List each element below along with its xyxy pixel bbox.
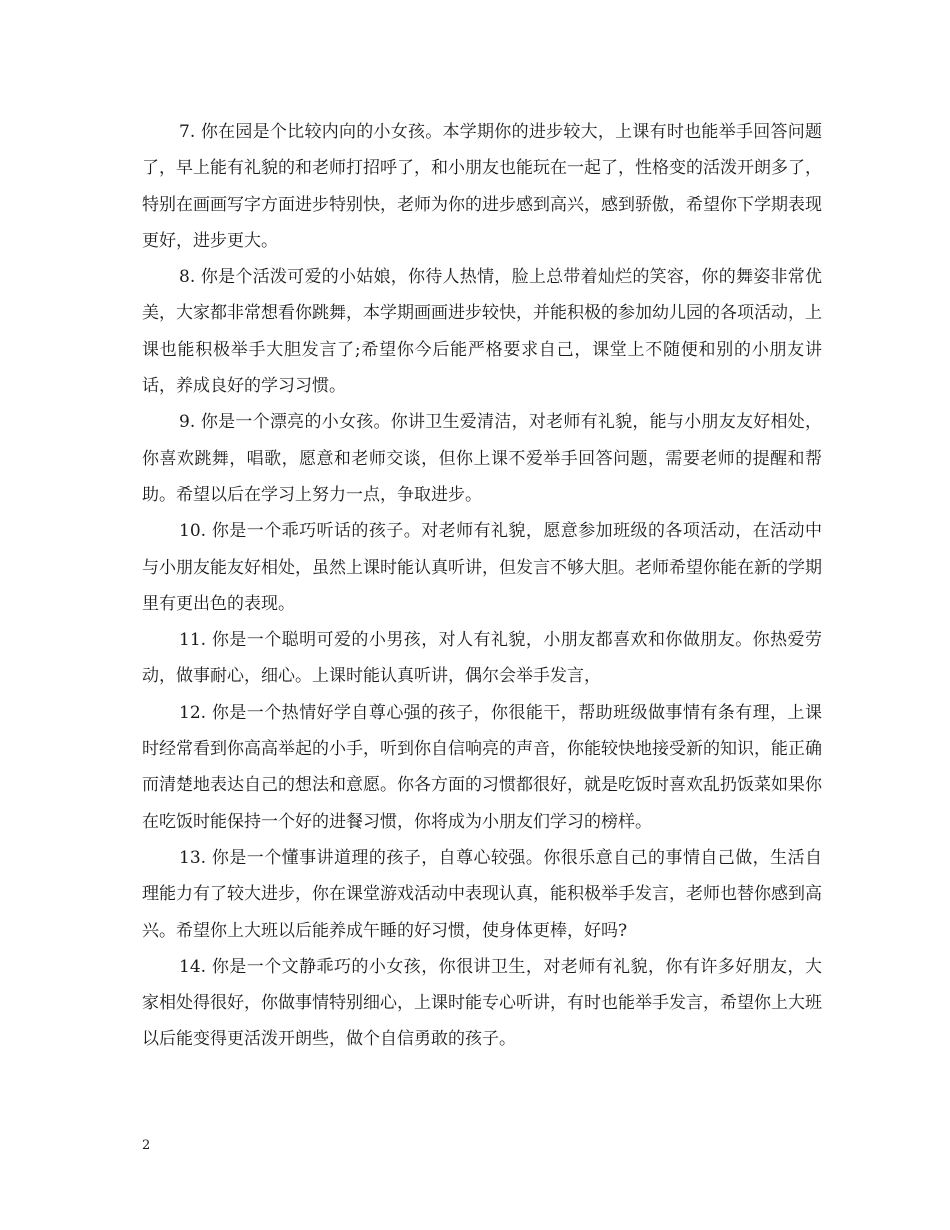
comment-paragraph-8: 8. 你是个活泼可爱的小姑娘，你待人热情，脸上总带着灿烂的笑容，你的舞姿非常优美，大家都非常想看你跳舞，本学期画画进步较快，并能积极的参加幼儿园的各项活动，上课也能积极举手大胆发言了;希望你今后能严格要求自己，课堂上不随便和别的小朋友讲话，养成良好的学习习惯。 xyxy=(142,267,822,397)
comment-paragraph-10: 10. 你是一个乖巧听话的孩子。对老师有礼貌，愿意参加班级的各项活动，在活动中与小朋友能友好相处，虽然上课时能认真听讲，但发言不够大胆。老师希望你能在新的学期里有更出色的表现。 xyxy=(142,521,822,614)
document-body xyxy=(142,114,822,1058)
comment-paragraph-9: 9. 你是一个漂亮的小女孩。你讲卫生爱清洁，对老师有礼貌，能与小朋友友好相处，你喜欢跳舞，唱歌，愿意和老师交谈，但你上课不爱举手回答问题，需要老师的提醒和帮助。希望以后在学习上努力一点，争取进步。 xyxy=(142,412,822,505)
comment-paragraph-13: 13. 你是一个懂事讲道理的孩子，自尊心较强。你很乐意自己的事情自己做，生活自理能力有了较大进步，你在课堂游戏活动中表现认真，能积极举手发言，老师也替你感到高兴。希望你上大班以后能养成午睡的好习惯，使身体更棒，好吗? xyxy=(142,847,822,941)
comment-paragraph-7: 7. 你在园是个比较内向的小女孩。本学期你的进步较大，上课有时也能举手回答问题了，早上能有礼貌的和老师打招呼了，和小朋友也能玩在一起了，性格变的活泼开朗多了，特别在画画写字方面进步特别快，老师为你的进步感到高兴，感到骄傲，希望你下学期表现更好，进步更大。 xyxy=(142,122,822,251)
comment-paragraph-12: 12. 你是一个热情好学自尊心强的孩子，你很能干，帮助班级做事情有条有理，上课时经常看到你高高举起的小手，听到你自信响亮的声音，你能较快地接受新的知识，能正确而清楚地表达自己的想法和意愿。你各方面的习惯都很好，就是吃饭时喜欢乱扔饭菜如果你在吃饭时能保持一个好的进餐习惯，你将成为小朋友们学习的榜样。 xyxy=(142,702,822,832)
comment-paragraph-14: 14. 你是一个文静乖巧的小女孩，你很讲卫生，对老师有礼貌，你有许多好朋友，大家相处得很好，你做事情特别细心，上课时能专心听讲，有时也能举手发言，希望你上大班以后能变得更活泼开朗些，做个自信勇敢的孩子。 xyxy=(142,956,822,1050)
page-number: 2 xyxy=(142,1138,151,1153)
comment-paragraph-11: 11. 你是一个聪明可爱的小男孩，对人有礼貌，小朋友都喜欢和你做朋友。你热爱劳动，做事耐心，细心。上课时能认真听讲，偶尔会举手发言， xyxy=(142,630,822,687)
